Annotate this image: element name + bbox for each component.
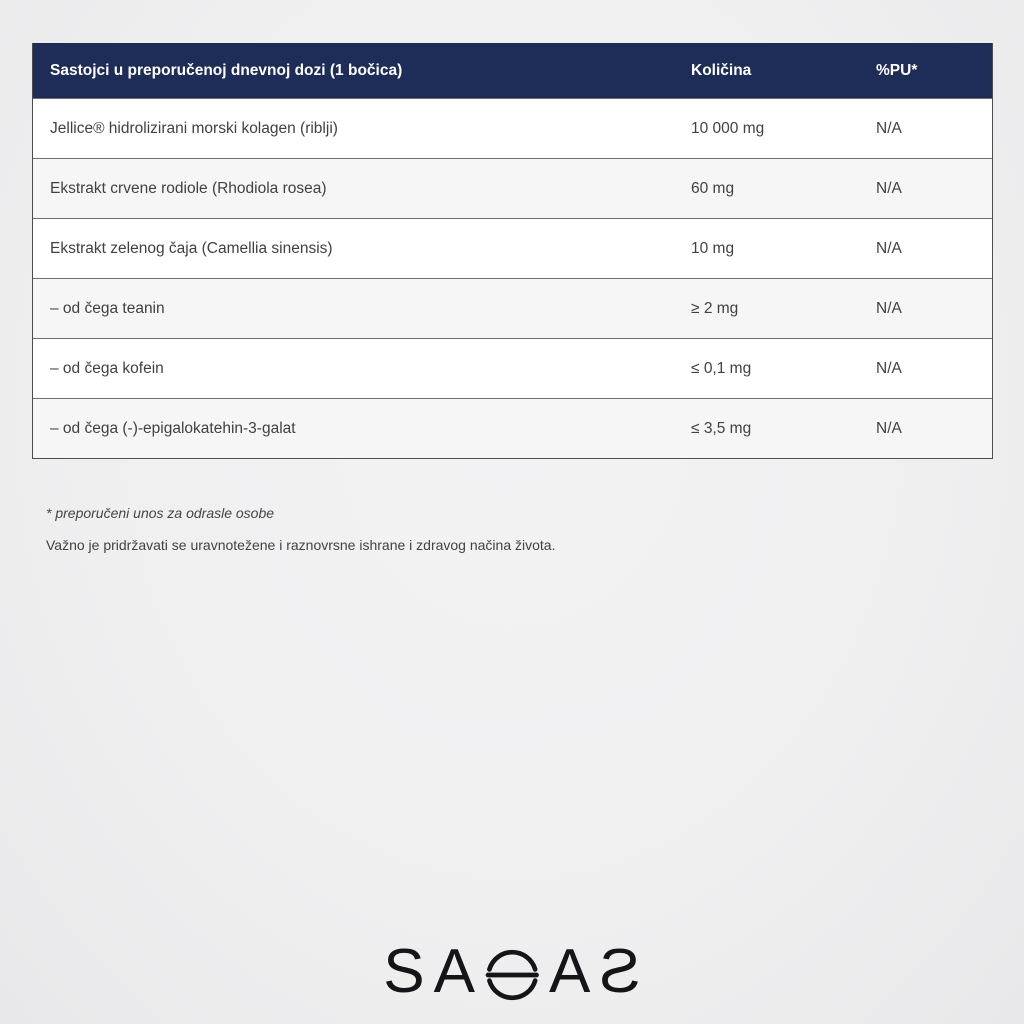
- header-amount: Količina: [691, 61, 752, 79]
- ingredient-pu: N/A: [876, 419, 902, 437]
- ingredient-name: – od čega kofein: [50, 359, 164, 377]
- ingredient-amount: 60 mg: [691, 179, 735, 197]
- logo-letter-s2-mirrored: S: [599, 936, 641, 1006]
- logo-g-icon: [484, 940, 540, 1003]
- ingredient-name: Ekstrakt crvene rodiole (Rhodiola rosea): [50, 179, 327, 197]
- ingredients-table: [32, 43, 993, 459]
- ingredient-amount: ≤ 3,5 mg: [691, 419, 752, 437]
- ingredient-name: – od čega (-)-epigalokatehin-3-galat: [50, 419, 296, 437]
- ingredient-name: Jellice® hidrolizirani morski kolagen (riblji): [50, 119, 338, 137]
- table-row: [33, 218, 992, 278]
- ingredient-pu: N/A: [876, 179, 902, 197]
- table-row: [33, 398, 992, 458]
- ingredient-amount: 10 mg: [691, 239, 735, 257]
- ingredient-pu: N/A: [876, 119, 902, 137]
- table-header-row: [33, 43, 992, 98]
- table-row: [33, 278, 992, 338]
- header-pu: %PU*: [876, 61, 918, 79]
- ingredient-pu: N/A: [876, 239, 902, 257]
- header-ingredients: Sastojci u preporučenoj dnevnoj dozi (1 bočica): [50, 61, 403, 79]
- sagas-logo: [383, 936, 641, 1006]
- ingredient-name: – od čega teanin: [50, 299, 165, 317]
- ingredient-amount: ≥ 2 mg: [691, 299, 739, 317]
- logo-letter-s1: S: [383, 936, 425, 1006]
- ingredient-amount: 10 000 mg: [691, 119, 765, 137]
- logo-letter-a1: A: [433, 936, 475, 1006]
- footnote-balanced-diet: Važno je pridržavati se uravnotežene i raznovrsne ishrane i zdravog načina života.: [46, 537, 556, 553]
- logo-letter-a2: A: [549, 936, 591, 1006]
- footnote-recommended-intake: * preporučeni unos za odrasle osobe: [46, 505, 275, 521]
- table-row: [33, 338, 992, 398]
- table-row: [33, 98, 992, 158]
- table-row: [33, 158, 992, 218]
- ingredient-name: Ekstrakt zelenog čaja (Camellia sinensis): [50, 239, 333, 257]
- ingredient-pu: N/A: [876, 299, 902, 317]
- ingredient-pu: N/A: [876, 359, 902, 377]
- ingredient-amount: ≤ 0,1 mg: [691, 359, 752, 377]
